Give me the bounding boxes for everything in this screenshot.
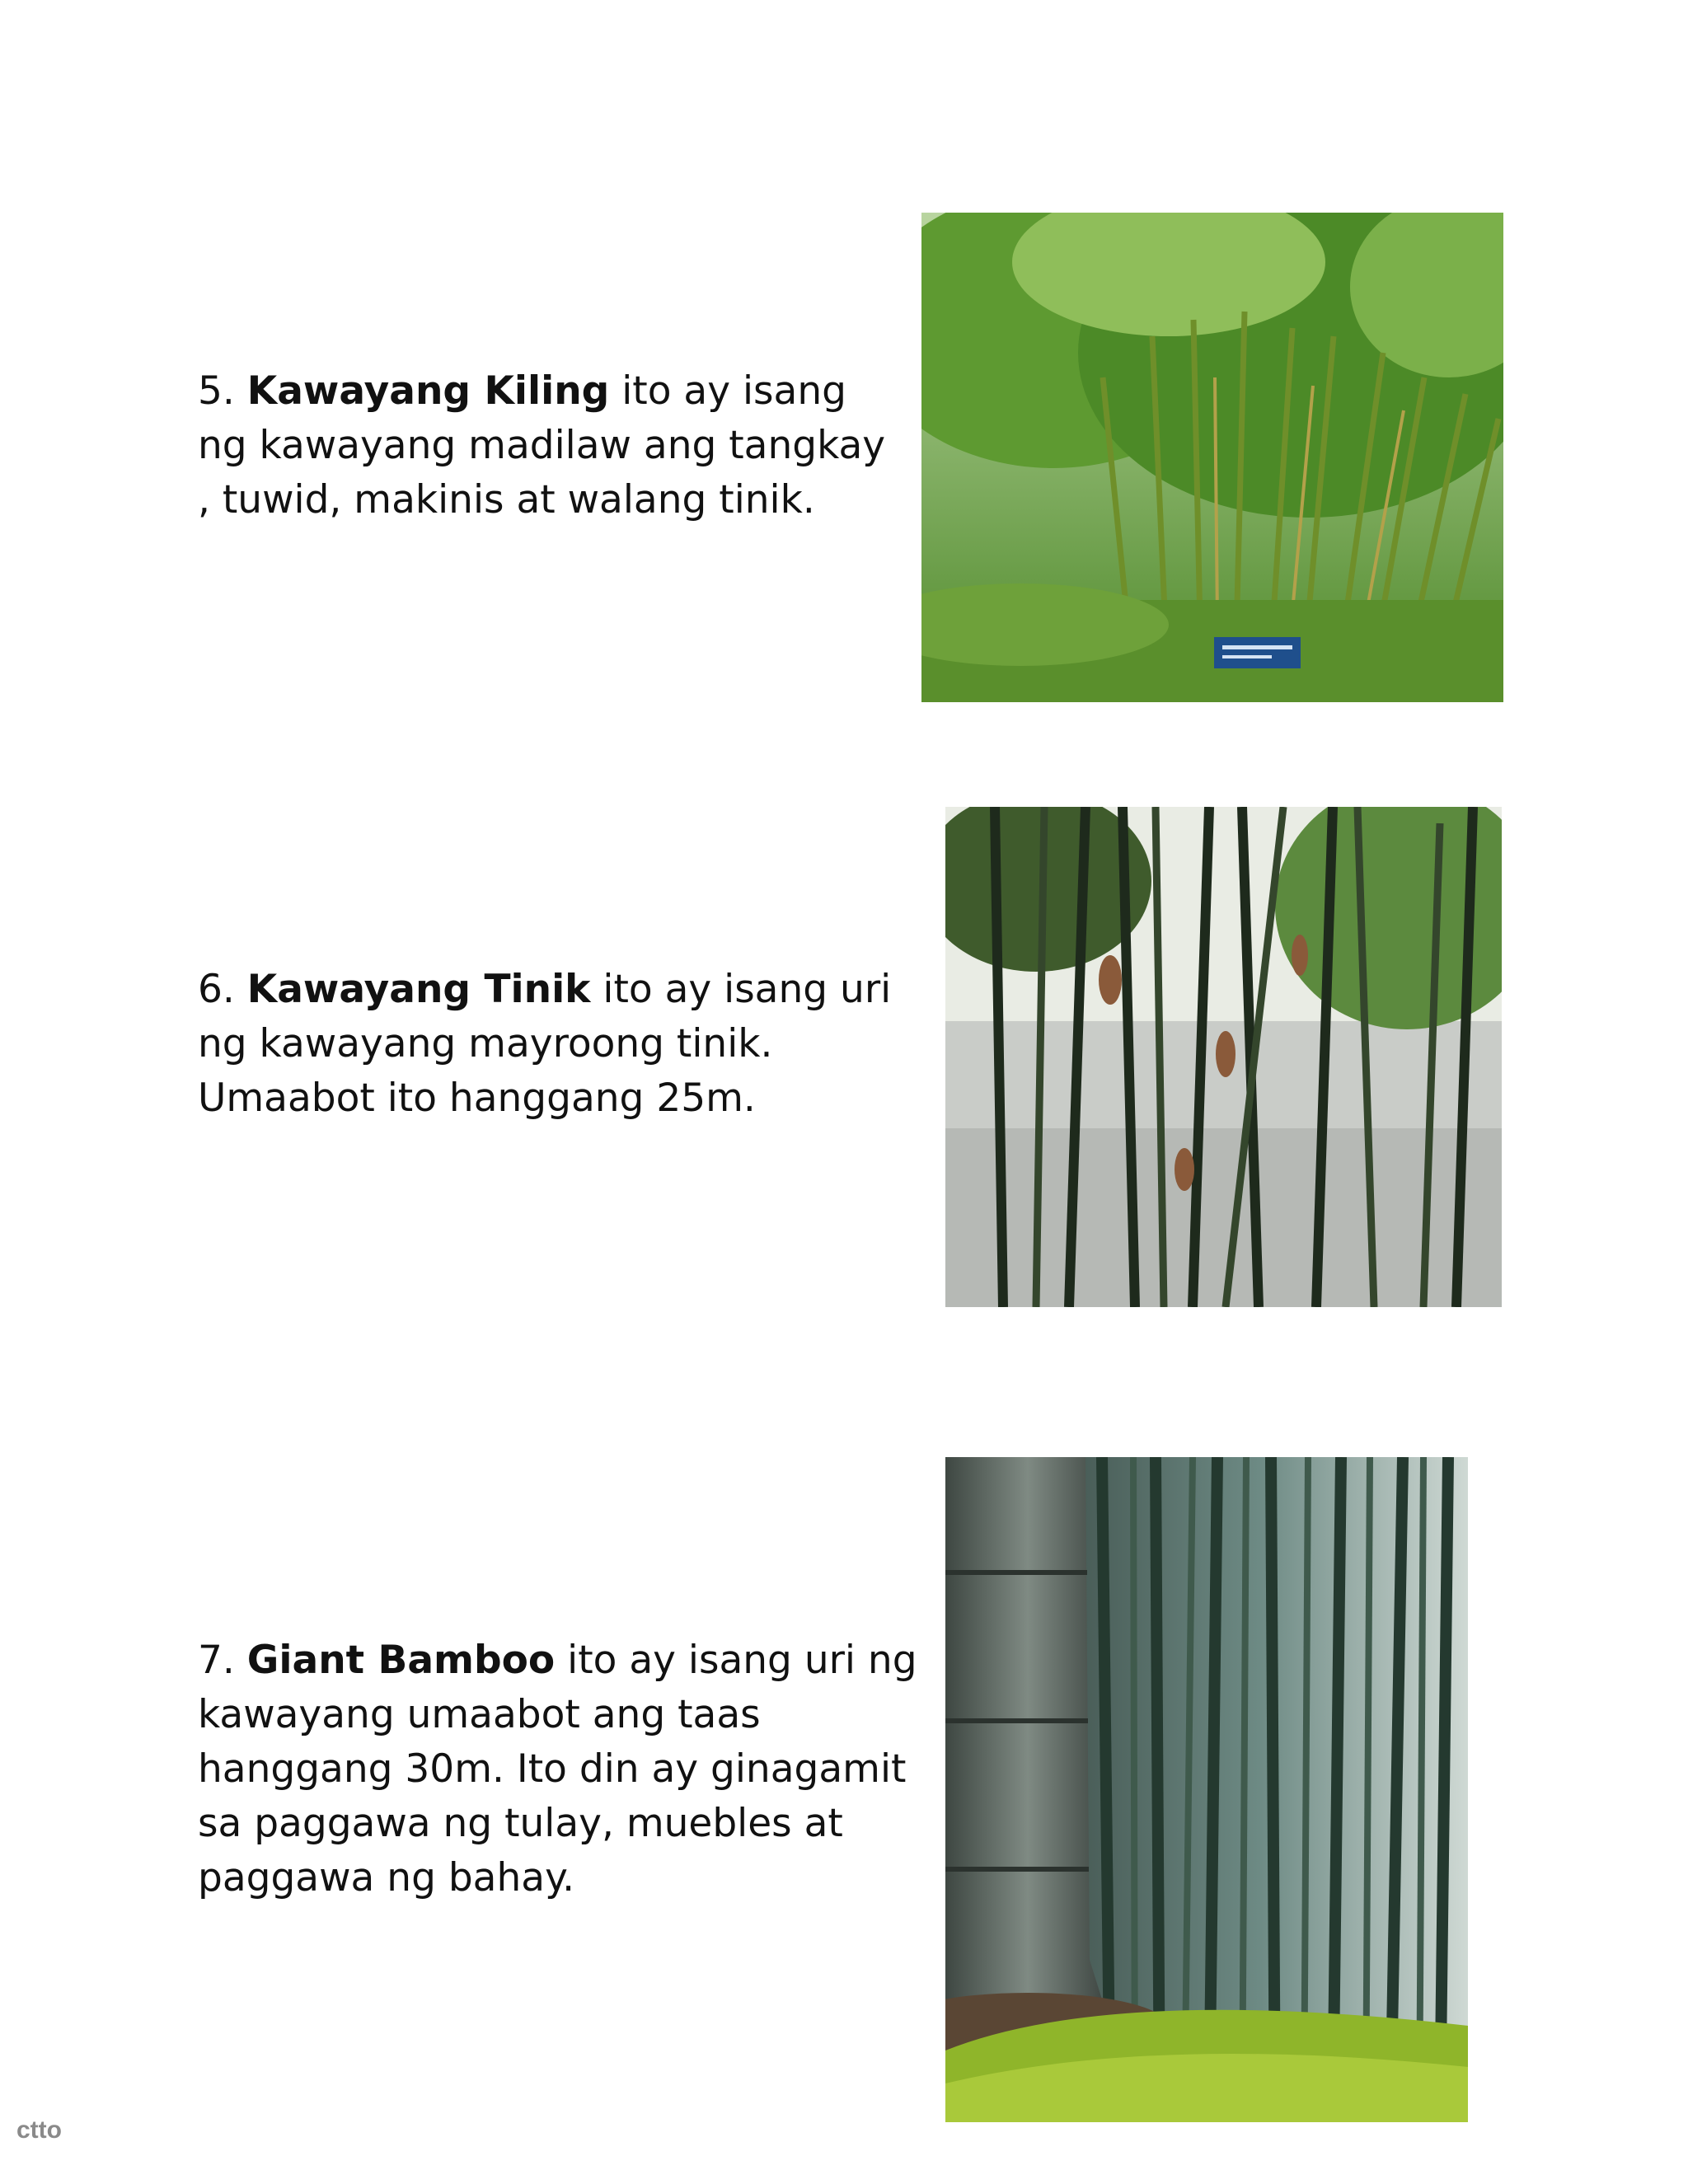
giant-bamboo-icon [945,1457,1468,2122]
entry-5-name: Kawayang Kiling [246,368,610,414]
kawayang-kiling-photo [921,213,1503,702]
entry-7-text [198,1633,931,1905]
entry-6-name: Kawayang Tinik [246,967,591,1012]
photo-credit: ctto [16,2116,62,2144]
entry-7-number: 7. [198,1638,235,1683]
entry-6-description: ito ay isang uri ng kawayang mayroong tinik. Umaabot ito hanggang 25m. [198,967,892,1121]
entry-7-name: Giant Bamboo [246,1638,556,1683]
entry-5-number: 5. [198,368,235,414]
entry-5-text [198,364,907,527]
dark-bamboo-icon [945,807,1502,1307]
entry-7-description: ito ay isang uri ng kawayang umaabot ang taas hanggang 30m. Ito din ay ginagamit sa paggawa ng tulay, muebles at paggawa ng bahay. [198,1638,917,1900]
entry-6-text [198,963,923,1126]
bamboo-grove-icon [921,213,1503,702]
giant-bamboo-photo [945,1457,1468,2122]
kawayang-tinik-photo [945,807,1502,1307]
entry-6-number: 6. [198,967,235,1012]
entry-5-description: ito ay isang ng kawayang madilaw ang tangkay , tuwid, makinis at walang tinik. [198,368,886,523]
